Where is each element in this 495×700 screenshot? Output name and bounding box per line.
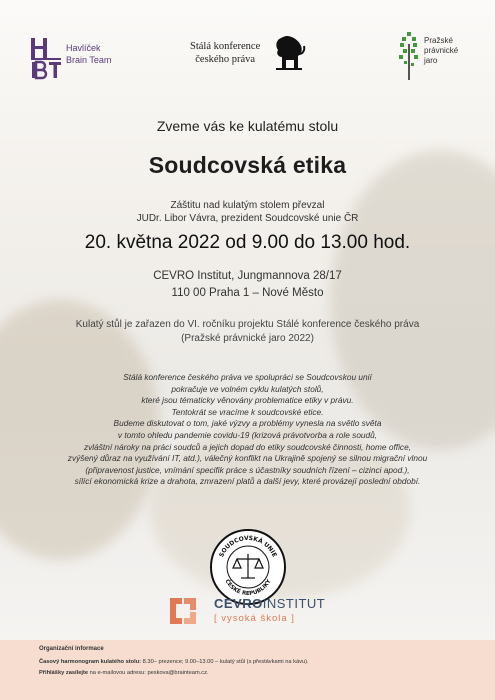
konf-line1: Stálá konference [190, 41, 261, 52]
body-line: zvýšený důraz na využívání IT, atd.), válečný konflikt na Ukrajině spojený se silnou migrační vlnou [67, 453, 428, 464]
description-text [0, 372, 495, 488]
patron-line2: JUDr. Libor Vávra, prezident Soudcovské unie ČR [136, 213, 359, 224]
patronage [0, 199, 495, 225]
organizational-info-footer [0, 640, 495, 700]
logo-bar [0, 28, 495, 88]
soudcovska-unie-seal-icon [209, 528, 287, 606]
body-line: pokračuje ve volném cyklu kulatých stolů, [171, 383, 324, 394]
body-line: sílící ekonomická krize a drahota, zmrazení platů a další jevy, které provázejí poslední období. [74, 476, 421, 487]
cevro-mark-icon [168, 596, 198, 626]
project-line2: (Pražské právnické jaro 2022) [181, 333, 314, 344]
footer-registration-line [39, 670, 209, 676]
project-line1: Kulatý stůl je zařazen do VI. ročníku projektu Stálé konference českého práva [75, 319, 420, 330]
event-venue [0, 268, 495, 302]
hbt-logo-text [66, 42, 111, 66]
pj-line1: Pražské [424, 36, 453, 45]
body-line: Budeme diskutovat o tom, jaké výzvy a problémy vynesla na světlo světa [113, 418, 382, 429]
konf-line2: českého práva [195, 54, 256, 65]
footer-schedule-line [39, 659, 309, 665]
cevro-subtitle: [ vysoká škola ] [214, 613, 295, 624]
event-title: Soudcovská etika [148, 152, 347, 178]
event-date: 20. května 2022 od 9.00 do 13.00 hod. [84, 232, 411, 253]
body-line: které jsou tématicky věnovány problematice etiky v právu. [141, 395, 354, 406]
pravnicke-jaro-logo-text [424, 36, 458, 66]
tree-icon [398, 30, 420, 80]
footer-heading: Organizační informace [39, 646, 104, 652]
venue-line2: 110 00 Praha 1 – Nové Město [171, 287, 324, 299]
footer-schedule-label: Časový harmonogram kulatého stolu: [39, 659, 142, 665]
pj-line2: právnické [424, 46, 459, 55]
konference-logo-text [190, 40, 260, 66]
body-line: Tentokrát se vracíme k soudcovské etice. [171, 406, 324, 417]
lion-icon [272, 32, 306, 72]
body-line: v tomto ohledu pandemie covidu-19 (krizová právotvorba a role soudů, [117, 429, 378, 440]
invite-line: Zveme vás ke kulatému stolu [156, 118, 339, 134]
pj-line3: jaro [424, 56, 438, 65]
hbt-line2: Brain Team [66, 55, 112, 65]
cevro-name [214, 596, 325, 611]
footer-registration-label: Přihlášky zasílejte [39, 670, 89, 676]
hbt-logo-icon [30, 36, 62, 80]
venue-line1: CEVRO Institut, Jungmannova 28/17 [153, 270, 342, 282]
cevro-name-bold: CEVRO [214, 596, 263, 611]
patron-line1: Záštitu nad kulatým stolem převzal [170, 200, 325, 211]
body-line: (připravenost justice, vnímání specifik práce s účastníky soudních řízení – cizinci apod.), [85, 464, 410, 475]
footer-schedule-text: 8.30– prezence; 9.00–13.00 – kulatý stůl (s přestávkami na kávu). [141, 659, 309, 665]
project-note [0, 318, 495, 346]
seal-top-text: SOUDCOVSKÁ UNIE [218, 534, 278, 559]
hbt-line1: Havlíček [66, 43, 101, 53]
cevro-logo [168, 596, 348, 630]
body-line: zvláštní nároky na práci soudců a jejich dopad do etiky soudcovské činnosti, home office, [84, 441, 411, 452]
footer-registration-text: na e-mailovou adresu: peskova@brainteam.cz. [88, 670, 209, 676]
cevro-name-light: INSTITUT [262, 596, 326, 611]
body-line: Stálá konference českého práva ve spolupráci se Soudcovskou unií [123, 372, 372, 382]
seal-bottom-text: ČESKÉ REPUBLIKY [223, 578, 273, 598]
